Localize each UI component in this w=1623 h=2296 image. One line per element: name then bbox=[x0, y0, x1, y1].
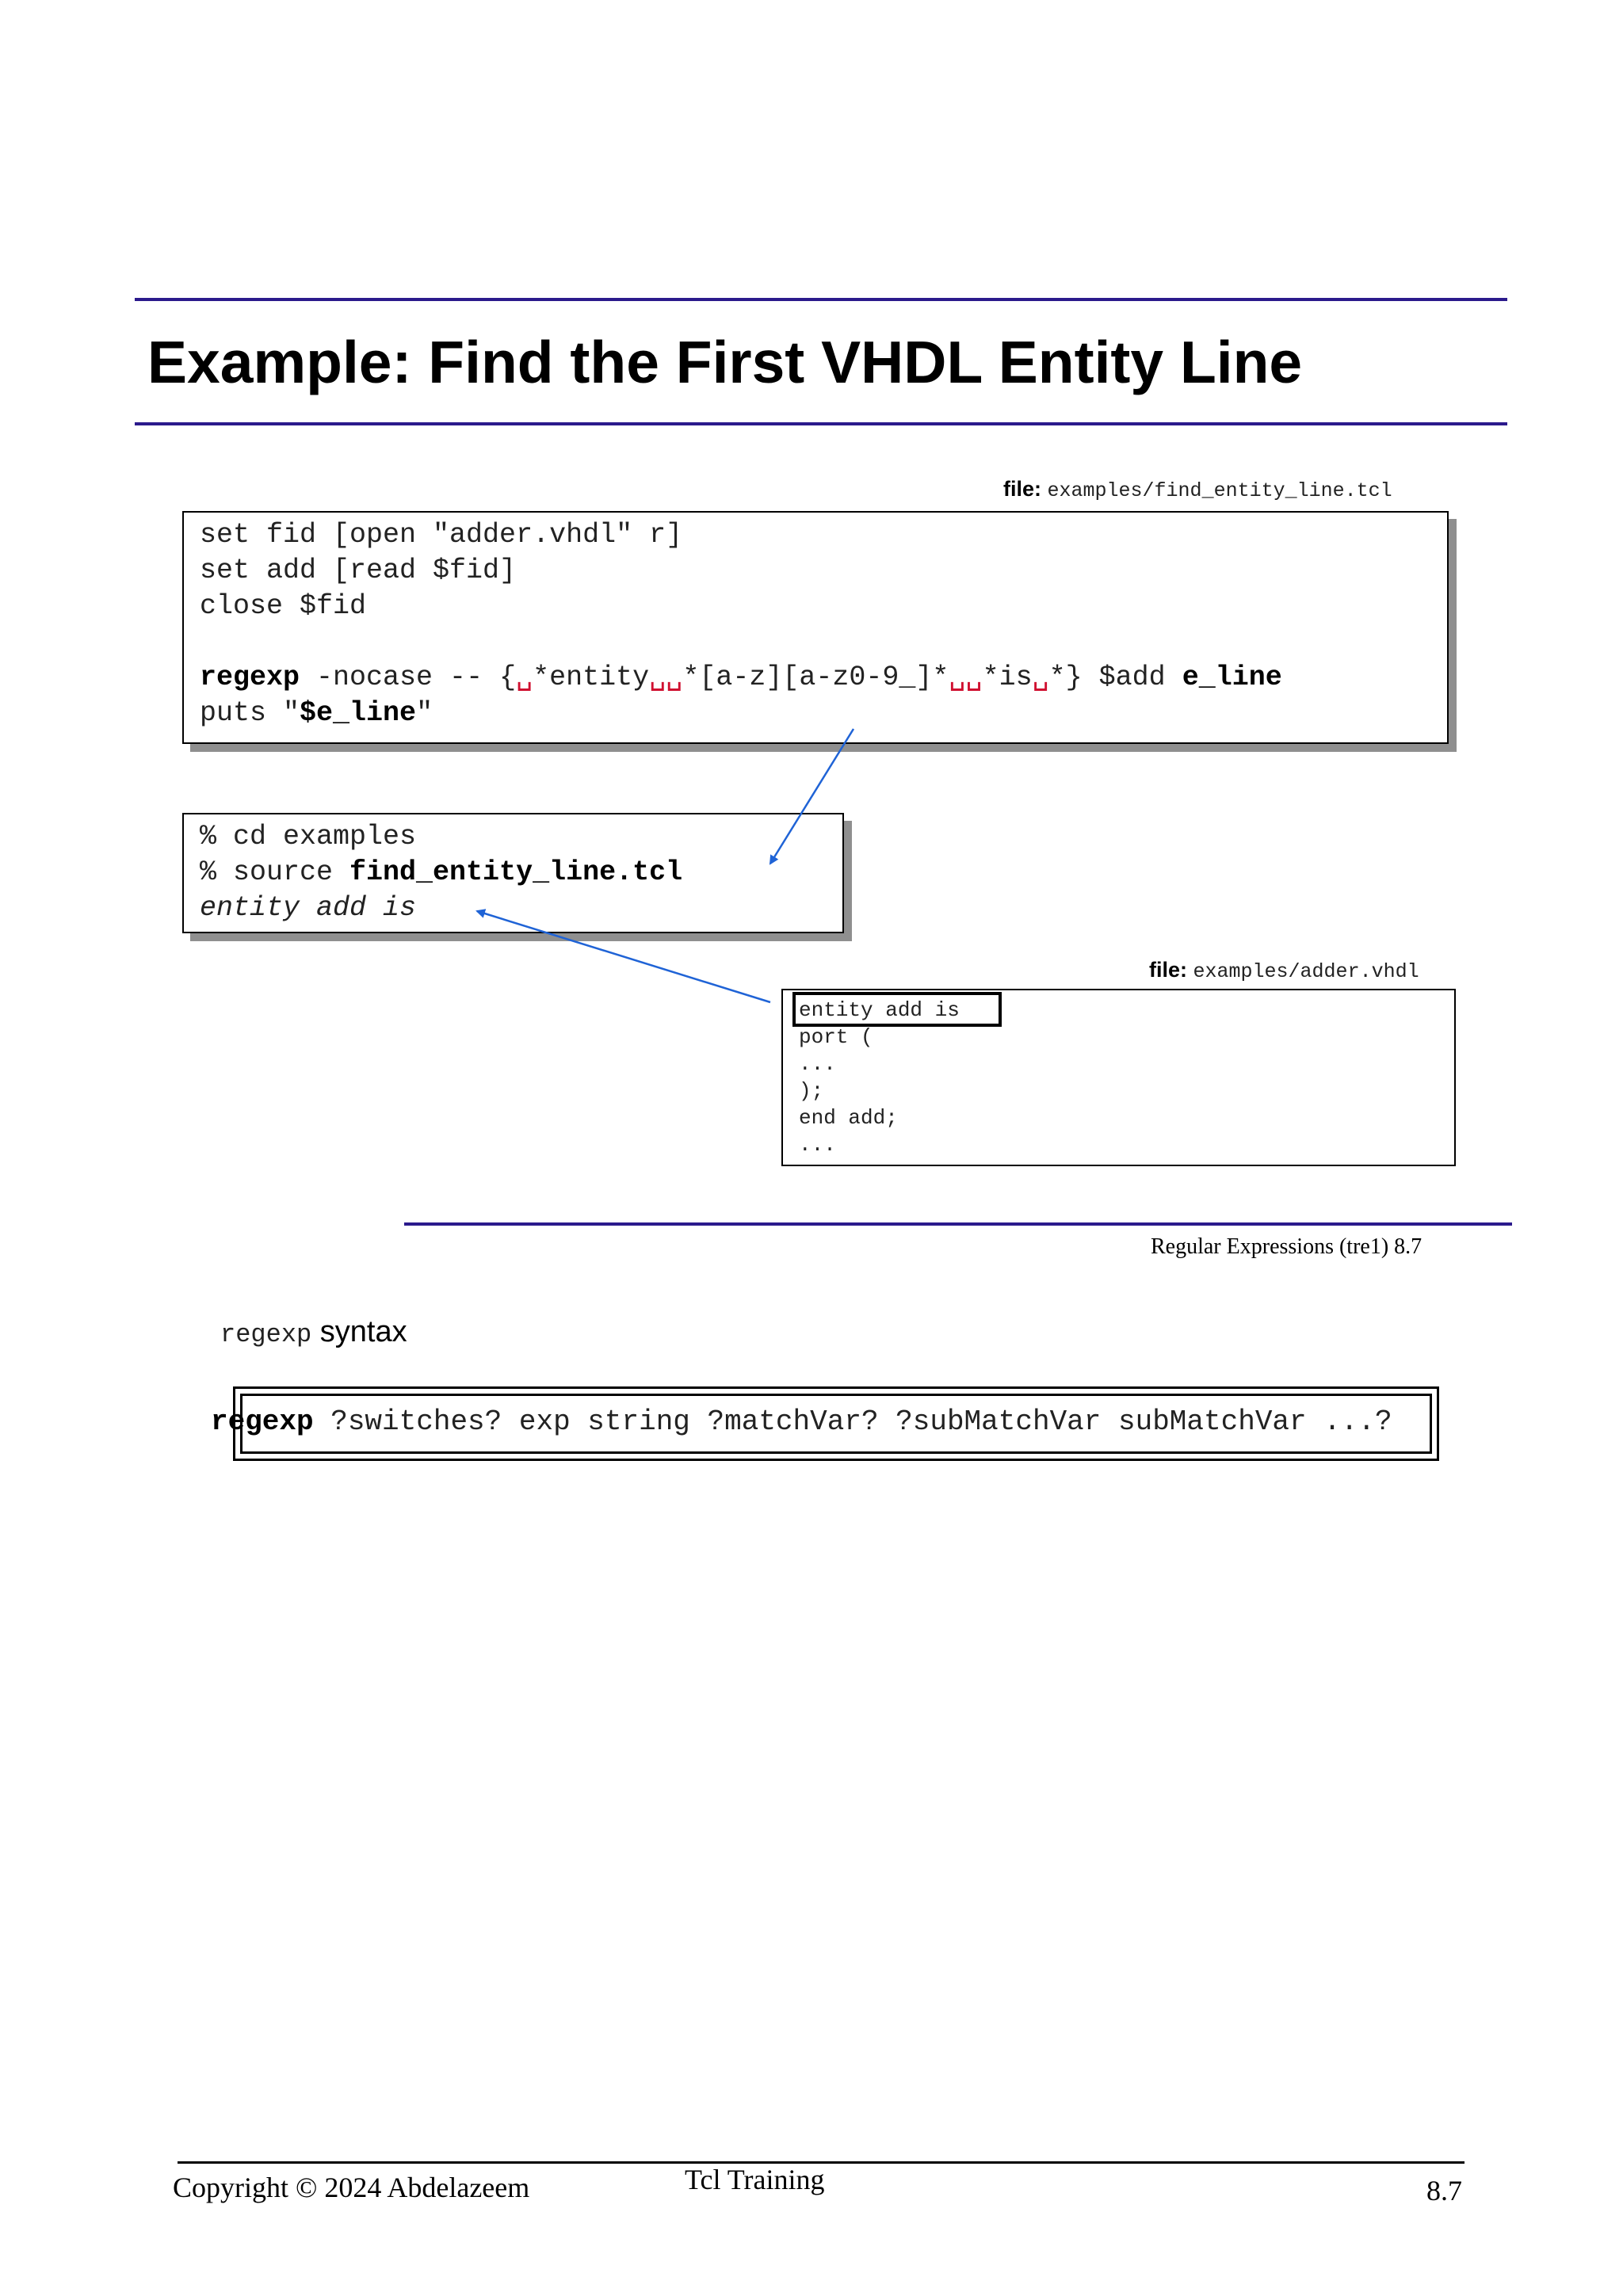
script-code-box bbox=[182, 511, 1449, 744]
shell-session-box bbox=[182, 813, 844, 933]
vhdl-code bbox=[799, 997, 960, 1158]
syntax-heading-command: regexp bbox=[220, 1320, 312, 1349]
space-marker: ␣ bbox=[516, 662, 533, 693]
syntax-arguments: ?switches? exp string ?matchVar? ?subMatchVar subMatchVar ...? bbox=[313, 1405, 1392, 1438]
puts-var: $e_line bbox=[300, 697, 417, 729]
syntax-heading bbox=[220, 1315, 407, 1349]
space-marker: ␣ bbox=[649, 662, 666, 693]
pattern-part-3: *is bbox=[982, 662, 1033, 693]
syntax-command: regexp bbox=[211, 1405, 314, 1438]
space-marker: ␣ bbox=[949, 662, 966, 693]
section-caption: Regular Expressions (tre1) 8.7 bbox=[1151, 1234, 1423, 1259]
regexp-keyword: regexp bbox=[200, 662, 300, 693]
pattern-part-1: *entity bbox=[533, 662, 650, 693]
script-file-label bbox=[1003, 475, 1392, 505]
puts-command: puts " bbox=[200, 697, 300, 729]
syntax-heading-label: syntax bbox=[311, 1315, 407, 1348]
script-code bbox=[200, 517, 1282, 731]
file-path: examples/find_entity_line.tcl bbox=[1047, 479, 1392, 502]
shell-session bbox=[200, 819, 682, 926]
footer-copyright: Copyright © 2024 Abdelazeem bbox=[173, 2172, 530, 2203]
pattern-part-4: *} bbox=[1048, 662, 1083, 693]
code-line-1: set fid [open "adder.vhdl" r] bbox=[200, 519, 683, 551]
footer-page-number: 8.7 bbox=[1426, 2175, 1462, 2206]
code-line-3: close $fid bbox=[200, 590, 367, 622]
vhdl-line: port ( bbox=[799, 1025, 873, 1049]
vhdl-line: end add; bbox=[799, 1106, 898, 1130]
pattern-part-2: *[a-z][a-z0-9_]* bbox=[682, 662, 949, 693]
shell-line-2-prefix: % source bbox=[200, 856, 350, 888]
section-rule bbox=[404, 1222, 1512, 1226]
vhdl-line: ... bbox=[799, 1133, 836, 1157]
title-top-rule bbox=[135, 298, 1507, 301]
vhdl-line: entity add is bbox=[799, 998, 960, 1022]
file-label-prefix: file: bbox=[1149, 958, 1188, 982]
page-title: Example: Find the First VHDL Entity Line bbox=[147, 329, 1303, 395]
file-label-prefix: file: bbox=[1003, 477, 1042, 501]
regexp-options: -nocase -- { bbox=[300, 662, 517, 693]
vhdl-line: ); bbox=[799, 1079, 824, 1103]
shell-output: entity add is bbox=[200, 892, 417, 924]
code-line-2: set add [read $fid] bbox=[200, 555, 517, 586]
puts-end-quote: " bbox=[416, 697, 433, 729]
title-bottom-rule bbox=[135, 422, 1507, 425]
regexp-input-var: $add bbox=[1082, 662, 1182, 693]
shell-script-name: find_entity_line.tcl bbox=[349, 856, 683, 888]
regexp-output-var: e_line bbox=[1182, 662, 1282, 693]
vhdl-file-label bbox=[1149, 956, 1419, 986]
syntax-line bbox=[211, 1405, 1392, 1438]
file-path: examples/adder.vhdl bbox=[1193, 960, 1419, 983]
space-marker: ␣ bbox=[1032, 662, 1049, 693]
shell-line-1: % cd examples bbox=[200, 821, 417, 852]
vhdl-file-box bbox=[781, 989, 1456, 1166]
vhdl-line: ... bbox=[799, 1052, 836, 1076]
footer-center-title: Tcl Training bbox=[685, 2164, 825, 2195]
space-marker: ␣ bbox=[965, 662, 983, 693]
space-marker: ␣ bbox=[666, 662, 683, 693]
